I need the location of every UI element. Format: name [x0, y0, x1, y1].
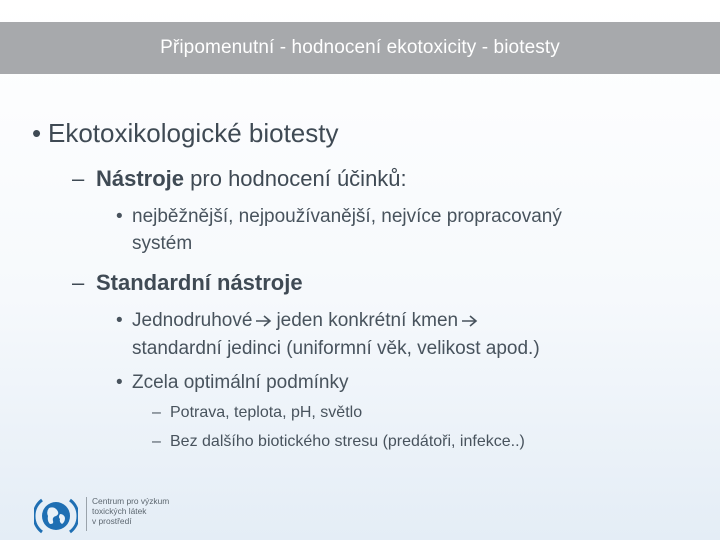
section1-heading [72, 166, 407, 192]
logo-line2: toxických látek [92, 506, 147, 516]
logo-divider [86, 497, 87, 531]
section1-item1-cont [132, 233, 192, 255]
arrow-right-icon [255, 314, 273, 328]
section2-item1 [116, 310, 482, 332]
logo-line3: v prostředí [92, 516, 132, 526]
section2-sub2-text: Bez dalšího biotického stresu (predátoři, infekce..) [170, 433, 525, 450]
dash-icon: – [72, 270, 85, 295]
section2-item2 [116, 372, 349, 394]
section2-sub1-text: Potrava, teplota, pH, světlo [170, 404, 363, 421]
section2-item1-line2: standardní jedinci (uniformní věk, velikost apod.) [132, 338, 540, 359]
globe-logo-icon [34, 494, 78, 538]
title-bar [0, 22, 720, 74]
section2-item1-cont [132, 338, 540, 360]
bullet-dot-icon: • [32, 118, 42, 148]
bullet-main-text: Ekotoxikologické biotesty [48, 118, 339, 148]
dash-icon: – [72, 166, 85, 191]
dash-icon: – [152, 404, 161, 421]
section1-item1-line2: systém [132, 233, 193, 254]
logo-line1: Centrum pro výzkum [92, 496, 170, 506]
section2-heading [72, 270, 303, 296]
recetox-logo [34, 494, 204, 534]
section2-sub1 [152, 404, 362, 422]
section2-sub2 [152, 433, 525, 451]
section2-bold: Standardní nástroje [96, 270, 303, 295]
section1-bold: Nástroje [96, 166, 185, 191]
section1-rest: pro hodnocení účinků: [184, 166, 407, 191]
slide-title: Připomenutní - hodnocení ekotoxicity - biotesty [160, 37, 560, 58]
bullet-dot-icon: • [116, 310, 123, 331]
arrow-right-icon [461, 314, 479, 328]
bullet-dot-icon: • [116, 372, 123, 393]
section2-item2-text: Zcela optimální podmínky [132, 372, 349, 393]
section1-item1-line1: nejběžnější, nejpoužívanější, nejvíce propracovaný [132, 206, 562, 227]
section2-item1-part2: jeden konkrétní kmen [276, 310, 459, 331]
section2-item1-part1: Jednodruhové [132, 310, 253, 331]
logo-text [92, 496, 169, 526]
bullet-dot-icon: • [116, 206, 123, 227]
bullet-main [32, 118, 338, 149]
section1-item1 [116, 206, 562, 228]
dash-icon: – [152, 433, 161, 450]
